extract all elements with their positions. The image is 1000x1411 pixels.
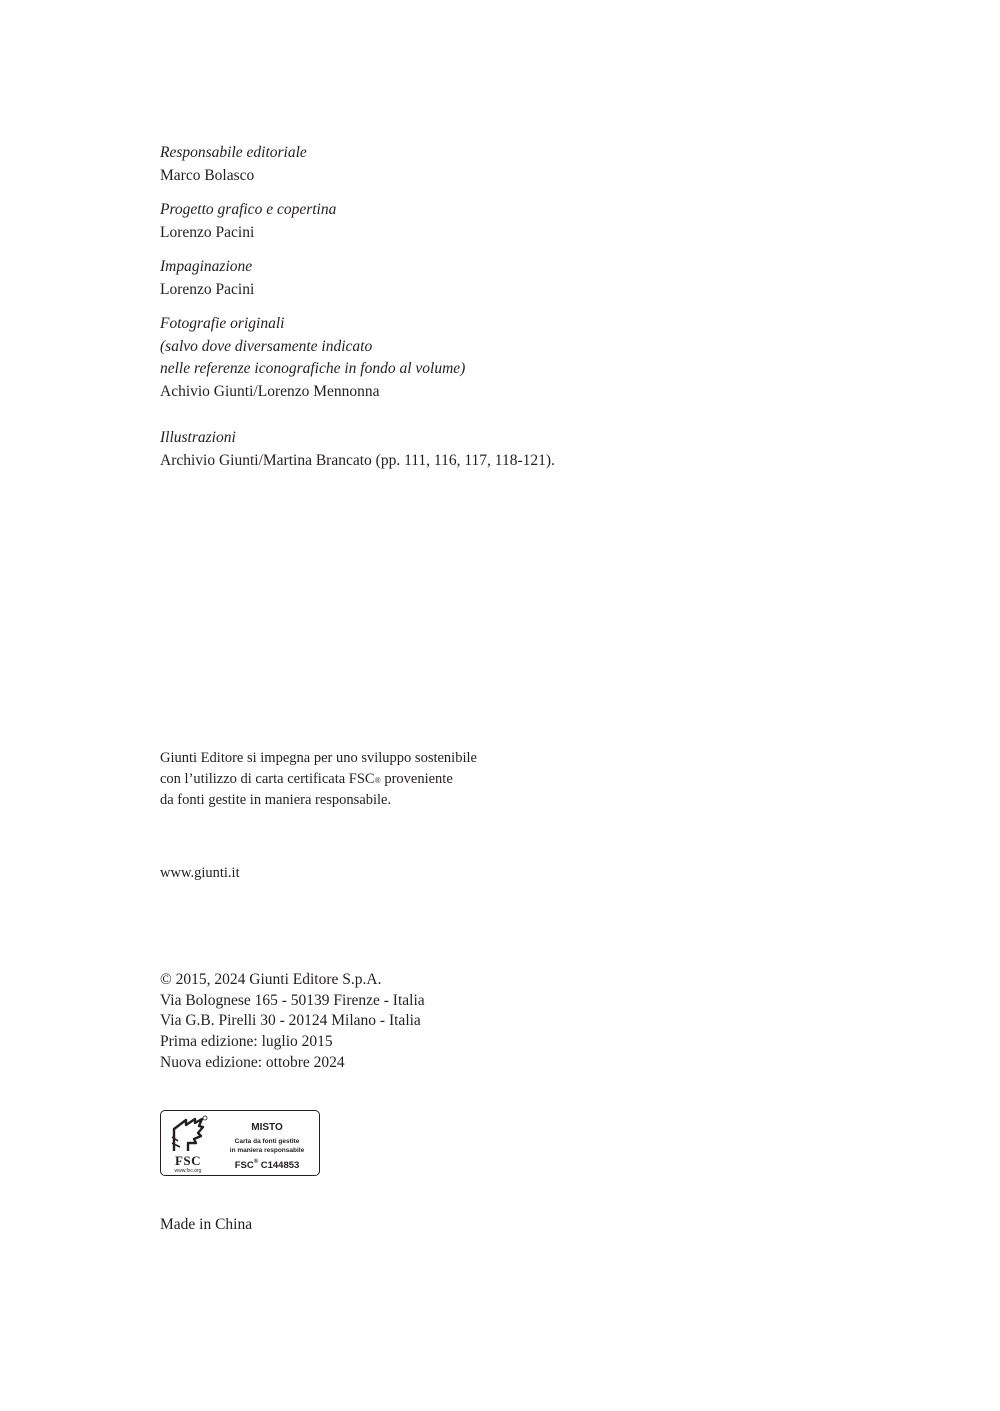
sustainability-line: con l’utilizzo di carta certificata FSC® proveniente: [160, 771, 453, 787]
credit-design: [160, 199, 336, 244]
credit-value: Marco Bolasco: [160, 166, 255, 184]
fsc-description: Carta da fonti gestite in maniera responsabile: [229, 1138, 305, 1154]
fsc-logo-text: FSC: [174, 1153, 202, 1168]
credit-label: nelle referenze iconografiche in fondo al volume): [160, 360, 466, 377]
credit-label: Progetto grafico e copertina: [160, 201, 337, 218]
credit-label: Responsabile editoriale: [160, 144, 307, 161]
credit-label: Fotografie originali: [160, 315, 285, 332]
publisher-line: © 2015, 2024 Giunti Editore S.p.A.: [160, 971, 382, 988]
credit-label: Illustrazioni: [160, 429, 236, 446]
website-link[interactable]: www.giunti.it: [160, 865, 240, 881]
publisher-line: Via Bolognese 165 - 50139 Firenze - Italia: [160, 991, 425, 1009]
publisher-line: Via G.B. Pirelli 30 - 20124 Milano - Italia: [160, 1012, 421, 1030]
publisher-line: Nuova edizione: ottobre 2024: [160, 1053, 345, 1071]
credit-illustrations: [160, 427, 555, 472]
fsc-tree-icon: [168, 1115, 208, 1153]
fsc-label: [160, 1110, 320, 1176]
credit-value: Archivio Giunti/Martina Brancato (pp. 111, 116, 117, 118-121).: [160, 451, 555, 469]
sustainability-note: [160, 748, 477, 811]
credit-label: (salvo dove diversamente indicato: [160, 337, 373, 355]
fsc-url: www.fsc.org: [174, 1168, 202, 1174]
fsc-code: FSC® C144853: [234, 1159, 300, 1171]
fsc-info: [217, 1111, 317, 1175]
credit-value: Lorenzo Pacini: [160, 223, 255, 241]
credit-label: Impaginazione: [160, 258, 253, 275]
made-in: Made in China: [160, 1216, 253, 1233]
credit-value: Lorenzo Pacini: [160, 280, 255, 298]
publisher-line: Prima edizione: luglio 2015: [160, 1033, 333, 1051]
sustainability-line: Giunti Editore si impegna per uno sviluppo sostenibile: [160, 750, 477, 766]
fsc-title: MISTO: [251, 1122, 283, 1133]
sustainability-line: da fonti gestite in maniera responsabile.: [160, 792, 392, 808]
credit-value: Achivio Giunti/Lorenzo Mennonna: [160, 382, 380, 400]
credit-editorial: [160, 142, 307, 187]
publisher-info: [160, 970, 425, 1074]
fsc-logo: [163, 1113, 213, 1175]
credit-layout: [160, 256, 254, 301]
credit-photos: [160, 313, 465, 403]
